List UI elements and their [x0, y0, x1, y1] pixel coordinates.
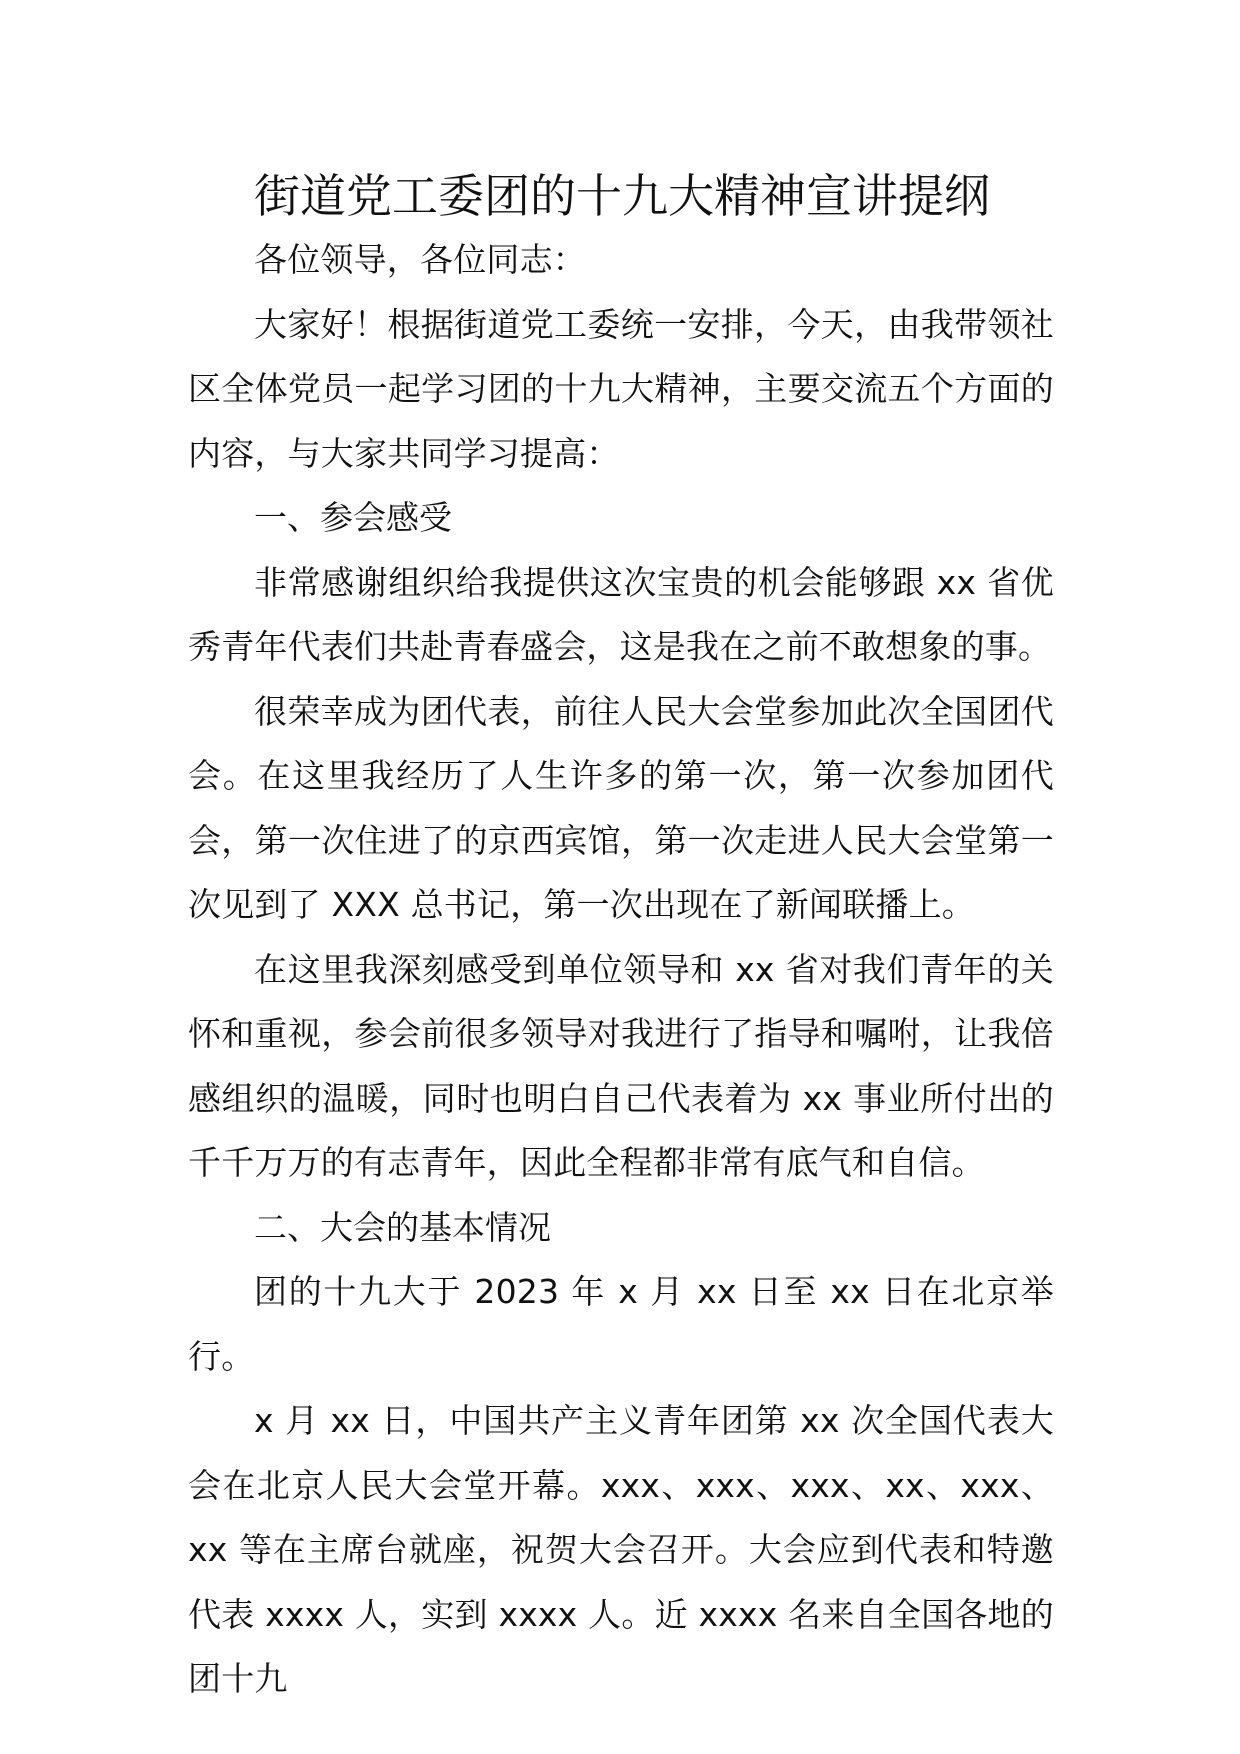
greeting-paragraph: 各位领导，各位同志： [254, 240, 586, 279]
section-heading-2: 二、大会的基本情况 [254, 1207, 551, 1247]
section-heading-1: 一、参会感受 [254, 498, 452, 537]
body-paragraph: x 月 xx 日，中国共产主义青年团第 xx 次全国代表大会在北京人民大会堂开幕。xxx、xxx、xxx、xx、xxx、xx 等在主席台就座，祝贺大会召开。大会应到代表和特邀代表 xxxx 人，实到 xxxx 人。近 xxxx 名来自全国各地的团十九 [188, 1401, 1054, 1698]
body-paragraph: 团的十九大于 2023 年 x 月 xx 日至 xx 日在北京举行。 [188, 1272, 1054, 1376]
document-title: 街道党工委团的十九大精神宣讲提纲 [254, 169, 990, 223]
document-body [188, 164, 1054, 1712]
body-paragraph: 很荣幸成为团代表，前往人民大会堂参加此次全国团代会。在这里我经历了人生许多的第一次，第一次参加团代会，第一次住进了的京西宾馆，第一次走进人民大会堂第一次见到了 XXX 总书记，第一次出现在了新闻联播上。 [188, 691, 1054, 924]
body-paragraph: 在这里我深刻感受到单位领导和 xx 省对我们青年的关怀和重视，参会前很多领导对我进行了指导和嘱咐，让我倍感组织的温暖，同时也明白自己代表着为 xx 事业所付出的千千万万的有志青年，因此全程都非常有底气和自信。 [188, 949, 1054, 1182]
body-paragraph: 非常感谢组织给我提供这次宝贵的机会能够跟 xx 省优秀青年代表们共赴青春盛会，这是我在之前不敢想象的事。 [188, 562, 1054, 666]
intro-paragraph: 大家好！根据街道党工委统一安排，今天，由我带领社区全体党员一起学习团的十九大精神，主要交流五个方面的内容，与大家共同学习提高： [188, 304, 1054, 473]
